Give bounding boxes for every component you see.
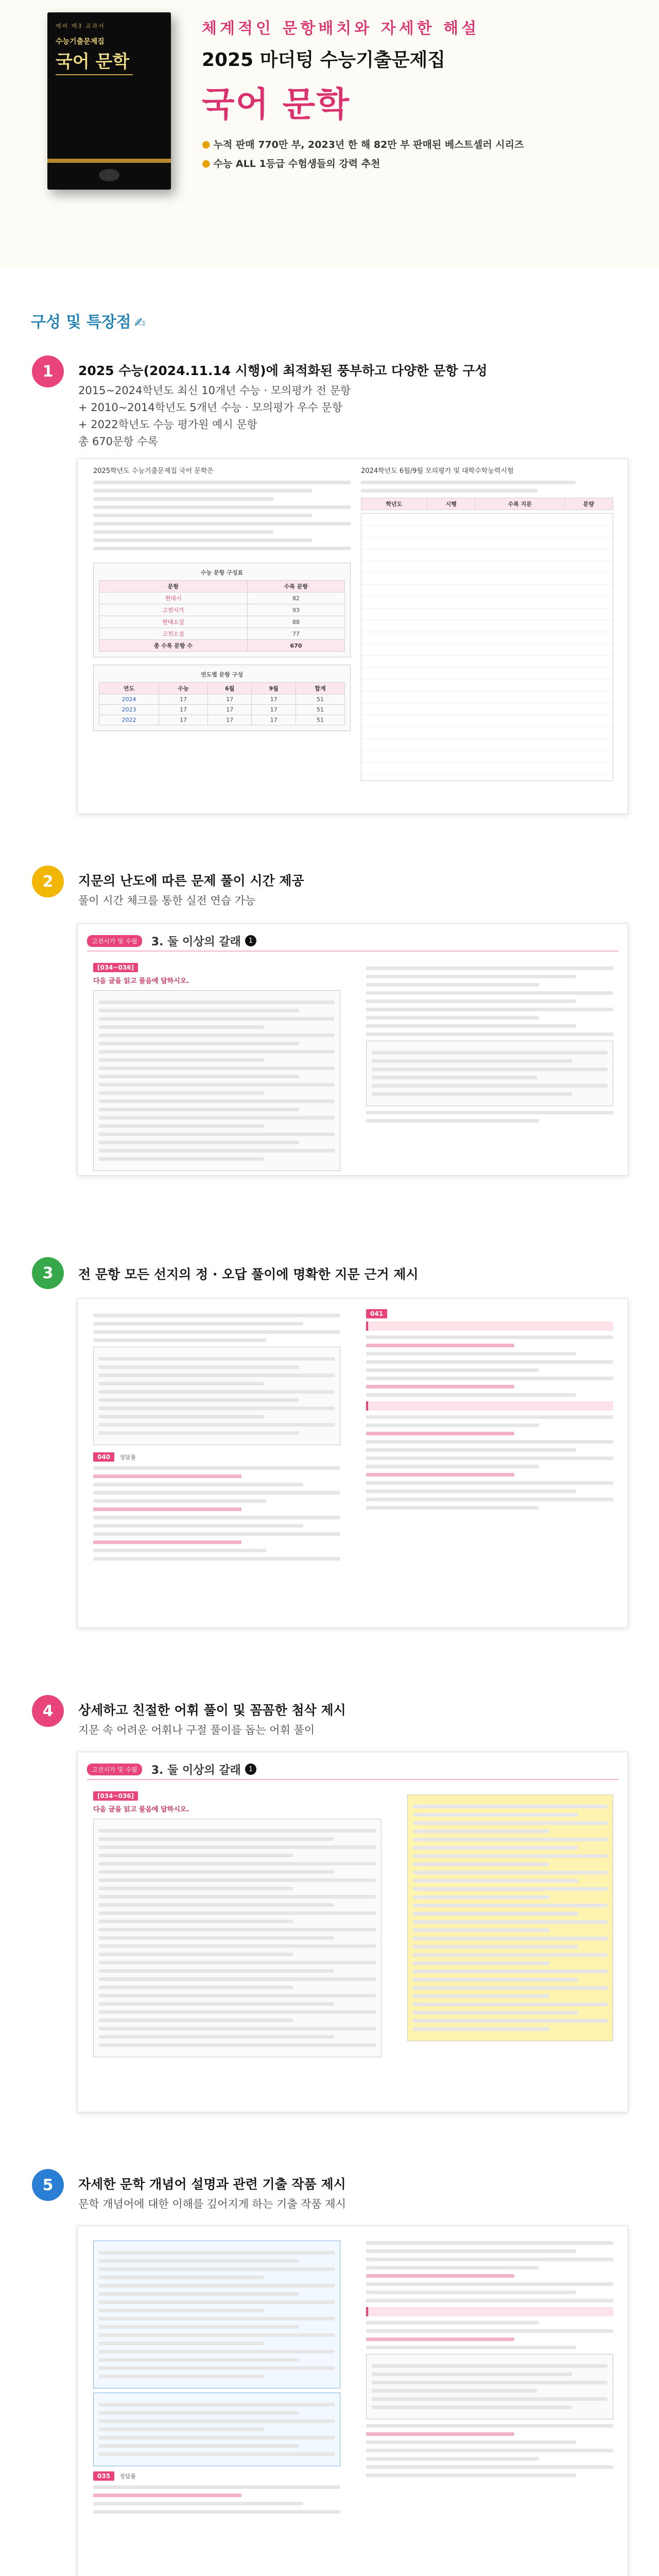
- feature-description: [78, 2196, 346, 2213]
- question-stem: 다음 글을 읽고 물음에 답하시오.: [93, 1806, 189, 1814]
- sample-right-column: [366, 962, 613, 1127]
- question-header: [93, 2471, 340, 2481]
- hero-bullet-text: 누적 판매 770만 부, 2023년 한 해 82만 부 판매된 베스트셀러 시리즈: [213, 139, 524, 150]
- sample-chapter-header: [87, 1759, 618, 1780]
- table-header: 수록 문항: [247, 581, 344, 592]
- question-number: 035: [93, 2471, 114, 2481]
- feature-number-badge: 5: [32, 2169, 64, 2201]
- feature-sample-page: [77, 1298, 628, 1628]
- table-row: 총 수록 문항 수 670: [99, 640, 345, 652]
- table-row: 고전소설 77: [99, 628, 345, 640]
- feature-desc-line: + 2022학년도 수능 평가원 예시 문항: [78, 418, 257, 431]
- book-cover-band: [47, 159, 171, 163]
- book-cover-logo-icon: [99, 169, 119, 181]
- feature-title: 상세하고 친절한 어휘 풀이 및 꼼꼼한 첨삭 제시: [78, 1703, 346, 1718]
- sample-left-column: [93, 1309, 340, 1565]
- feature-desc-line: 풀이 시간 체크를 통한 실전 연습 가능: [78, 894, 256, 907]
- table-row: 현대시 82: [99, 592, 345, 604]
- question-code: [034~036]: [93, 1791, 138, 1801]
- sample-caption-right: 2024학년도 6월/9월 모의평가 및 대학수학능력시험: [361, 467, 514, 475]
- hero-title: 국어 문학: [202, 84, 351, 124]
- concept-box: [93, 2241, 340, 2388]
- yearly-table-box: [93, 665, 351, 731]
- table-header: 문항: [99, 581, 248, 592]
- bullet-icon: ●: [202, 138, 211, 150]
- sample-left-column: [93, 2236, 340, 2518]
- book-cover: [47, 12, 171, 190]
- question-number: 041: [366, 1309, 387, 1318]
- yearly-table: 연도 수능 6월 9월 합계 2024 17 17 17 51 2023 17 17 17 51 2022 17 17 17 51: [99, 682, 345, 725]
- hero-series: 2025 마더텅 수능기출문제집: [202, 49, 446, 71]
- book-cover-rule: [56, 74, 133, 75]
- feature-title: 전 문항 모든 선지의 정 · 오답 풀이에 명확한 지문 근거 제시: [78, 1267, 419, 1282]
- feature-5: [0, 2169, 659, 2576]
- hero-bullet: [202, 137, 645, 151]
- feature-1: [0, 355, 659, 835]
- feature-number-badge: 2: [32, 866, 64, 897]
- hero-text: [202, 15, 645, 175]
- hero-banner: [0, 0, 659, 268]
- feature-title: 2025 수능(2024.11.14 시행)에 최적화된 풍부하고 다양한 문항 구성: [78, 363, 488, 378]
- exam-table-body: [361, 513, 613, 781]
- feature-sample-page: [77, 459, 628, 814]
- feature-number-badge: 4: [32, 1695, 64, 1727]
- feature-desc-line: 총 670문항 수록: [78, 435, 158, 448]
- section-heading-text: 구성 및 특장점: [31, 313, 131, 331]
- feature-description: [78, 1722, 315, 1739]
- table-row: 2022 17 17 17 51: [99, 715, 345, 725]
- hero-bullets: [202, 137, 645, 170]
- vocabulary-column: [407, 1790, 613, 2045]
- question-stem: 다음 글을 읽고 물음에 답하시오.: [93, 977, 189, 985]
- feature-sample-page: [77, 2226, 628, 2576]
- vocabulary-box: [407, 1794, 613, 2041]
- feature-4: [0, 1695, 659, 2148]
- book-cover-top-line: 예비 매3 교과서: [56, 23, 105, 29]
- chapter-title: 3. 둘 이상의 갈래: [151, 935, 241, 948]
- hero-tagline: 체계적인 문항배치와 자세한 해설: [202, 20, 480, 38]
- composition-table: [99, 580, 345, 652]
- feature-3: [0, 1257, 659, 1669]
- sample-right-column: [361, 466, 613, 781]
- table-row: 고전시가 93: [99, 604, 345, 616]
- composition-table-title: 수능 문항 구성표: [200, 569, 244, 576]
- feature-title: 지문의 난도에 따른 문제 풀이 시간 제공: [78, 873, 304, 888]
- passage-box: [93, 990, 340, 1171]
- feature-desc-line: 문학 개념어에 대한 이해를 깊어지게 하는 기출 작품 제시: [78, 2198, 346, 2210]
- sample-left-column: [93, 962, 340, 1175]
- feature-sample-page: [77, 1752, 628, 2112]
- question-header: [93, 1452, 340, 1462]
- hero-bullet-text: 수능 ALL 1등급 수험생들의 강력 추천: [213, 158, 380, 170]
- pointing-hand-icon: ✍: [134, 315, 146, 331]
- feature-desc-line: 지문 속 어려운 어휘나 구절 풀이를 돕는 어휘 풀이: [78, 1724, 315, 1736]
- question-header: [366, 1309, 613, 1318]
- sample-right-column: [366, 1309, 613, 1514]
- chapter-number: 1: [245, 1764, 256, 1775]
- related-work-box: [93, 2393, 340, 2466]
- yearly-table-title: 연도별 문항 구성: [200, 671, 244, 678]
- accuracy-label: 정답률: [119, 1453, 136, 1461]
- feature-number-badge: 3: [32, 1257, 64, 1289]
- table-row: 현대소설 88: [99, 616, 345, 628]
- chapter-title: 3. 둘 이상의 갈래: [151, 1764, 241, 1777]
- sample-left-column: [93, 1790, 381, 2061]
- chapter-tag: 고전시가 및 수필: [87, 1764, 142, 1775]
- question-code: [034~036]: [93, 963, 138, 972]
- chapter-number: 1: [245, 935, 256, 946]
- passage-box: [93, 1347, 340, 1445]
- sample-chapter-header: [87, 931, 618, 952]
- feature-sample-page: [77, 923, 628, 1176]
- bullet-icon: ●: [202, 157, 211, 169]
- feature-description: [78, 382, 351, 450]
- sample-caption: 2025학년도 수능기출문제집 국어 문학은: [93, 467, 214, 475]
- feature-desc-line: 2015~2024학년도 최신 10개년 수능 · 모의평가 전 문항: [78, 384, 351, 397]
- section-heading: [31, 309, 146, 332]
- feature-desc-line: + 2010~2014학년도 5개년 수능 · 모의평가 우수 문항: [78, 401, 343, 414]
- feature-2: [0, 866, 659, 1226]
- chapter-tag: 고전시가 및 수필: [87, 935, 142, 947]
- table-row: 2023 17 17 17 51: [99, 705, 345, 715]
- passage-box: [93, 1819, 381, 2057]
- feature-number-badge: 1: [32, 355, 64, 387]
- note-box: [366, 1041, 613, 1106]
- feature-title: 자세한 문학 개념어 설명과 관련 기출 작품 제시: [78, 2177, 346, 2192]
- work-excerpt-box: [366, 2354, 613, 2419]
- accuracy-label: 정답률: [119, 2472, 136, 2480]
- feature-description: [78, 892, 255, 909]
- exam-table: 학년도 시행 수록 지문 분량: [361, 498, 613, 510]
- table-row: 2024 17 17 17 51: [99, 694, 345, 705]
- question-number: 040: [93, 1452, 114, 1462]
- sample-left-column: [93, 466, 351, 735]
- composition-table-box: [93, 563, 351, 657]
- book-cover-title: 국어 문학: [56, 52, 130, 72]
- book-cover-series: 수능기출문제집: [56, 38, 105, 46]
- hero-bullet: [202, 156, 645, 170]
- sample-right-column: [366, 2236, 613, 2482]
